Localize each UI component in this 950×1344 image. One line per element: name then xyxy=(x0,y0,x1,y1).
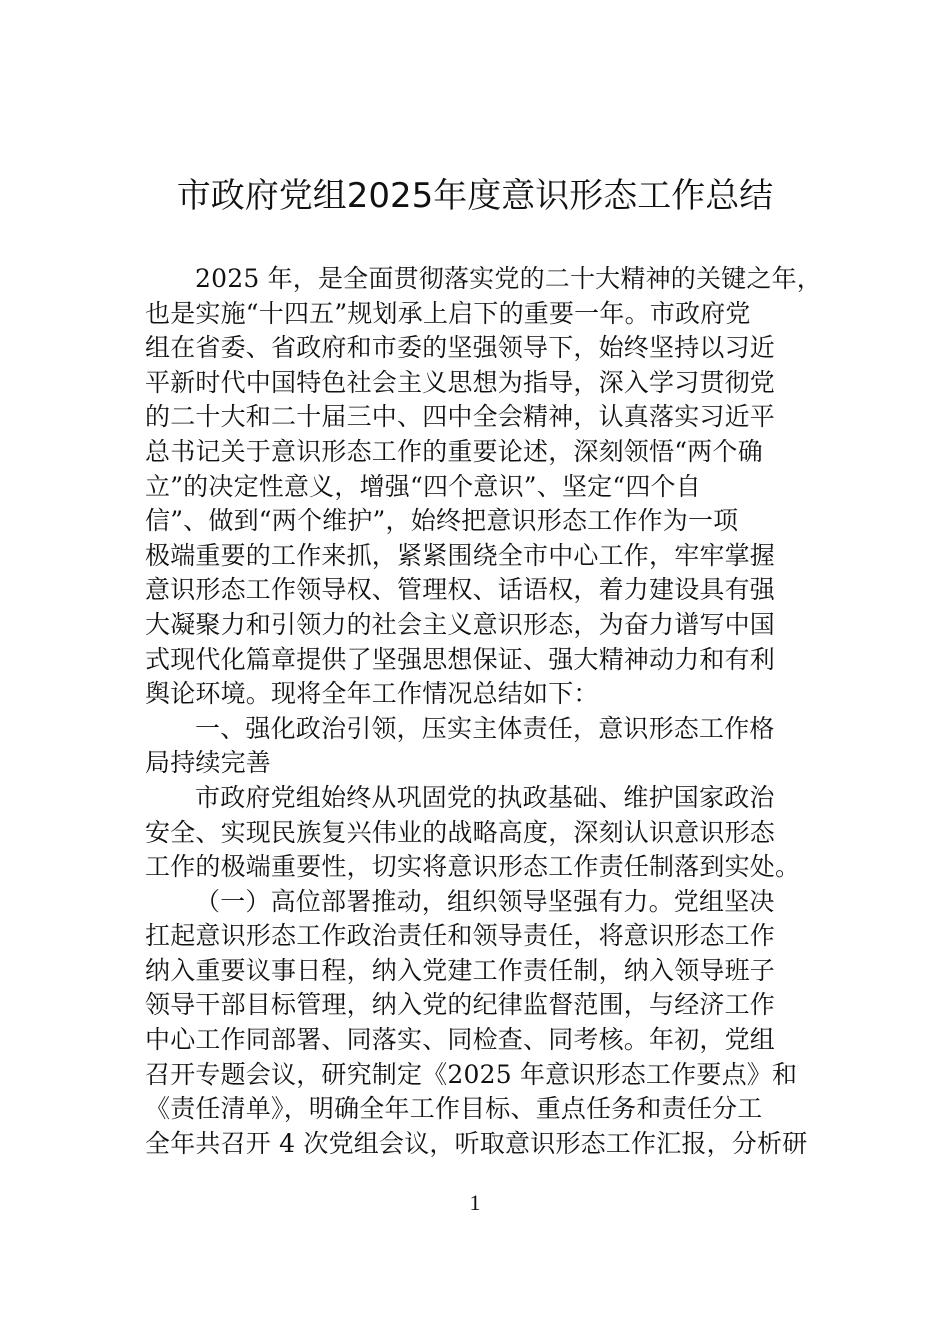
text-line: 信”、做到“两个维护”，始终把意识形态工作作为一项 xyxy=(145,506,739,536)
section-heading-line: 局持续完善 xyxy=(145,748,272,778)
text-line: 平新时代中国特色社会主义思想为指导，深入学习贯彻党 xyxy=(145,367,776,397)
body-text xyxy=(145,262,825,1161)
text-line: 也是实施“十四五”规划承上启下的重要一年。市政府党 xyxy=(145,298,751,328)
text-line: 安全、实现民族复兴伟业的战略高度，深刻认识意识形态 xyxy=(145,817,776,847)
text-line: 总书记关于意识形态工作的重要论述，深刻领悟“两个确 xyxy=(145,436,763,466)
text-line: （一）高位部署推动，组织领导坚强有力。党组坚决 xyxy=(195,886,775,916)
text-line: 意识形态工作领导权、管理权、话语权，着力建设具有强 xyxy=(145,575,776,605)
text-line: 市政府党组始终从巩固党的执政基础、维护国家政治 xyxy=(195,782,775,812)
section-heading-line: 一、强化政治引领，压实主体责任，意识形态工作格 xyxy=(195,713,775,743)
text-line: 《责任清单》，明确全年工作目标、重点任务和责任分工 xyxy=(145,1094,763,1124)
text-line: 的二十大和二十届三中、四中全会精神，认真落实习近平 xyxy=(145,402,776,432)
text-line: 极端重要的工作来抓，紧紧围绕全市中心工作，牢牢掌握 xyxy=(145,540,776,570)
document-title: 市政府党组2025年度意识形态工作总结 xyxy=(176,176,774,216)
text-line: 扛起意识形态工作政治责任和领导责任，将意识形态工作 xyxy=(145,921,776,951)
text-line: 舆论环境。现将全年工作情况总结如下： xyxy=(145,679,599,709)
text-line: 中心工作同部署、同落实、同检查、同考核。年初，党组 xyxy=(145,1025,776,1055)
text-line: 立”的决定性意义，增强“四个意识”、坚定“四个自 xyxy=(145,471,701,501)
text-line: 工作的极端重要性，切实将意识形态工作责任制落到实处。 xyxy=(145,852,801,882)
text-line: 领导干部目标管理，纳入党的纪律监督范围，与经济工作 xyxy=(145,990,776,1020)
text-line: 全年共召开 4 次党组会议，听取意识形态工作汇报，分析研 xyxy=(145,1128,808,1158)
text-line: 大凝聚力和引领力的社会主义意识形态，为奋力谱写中国 xyxy=(145,609,776,639)
text-line: 组在省委、省政府和市委的坚强领导下，始终坚持以习近 xyxy=(145,333,776,363)
text-line: 式现代化篇章提供了坚强思想保证、强大精神动力和有利 xyxy=(145,644,776,674)
page-number: 1 xyxy=(469,1190,481,1215)
text-line: 2025 年，是全面贯彻落实党的二十大精神的关键之年， xyxy=(195,264,822,293)
text-line: 纳入重要议事日程，纳入党建工作责任制，纳入领导班子 xyxy=(145,955,776,985)
text-line: 召开专题会议，研究制定《2025 年意识形态工作要点》和 xyxy=(145,1059,798,1089)
